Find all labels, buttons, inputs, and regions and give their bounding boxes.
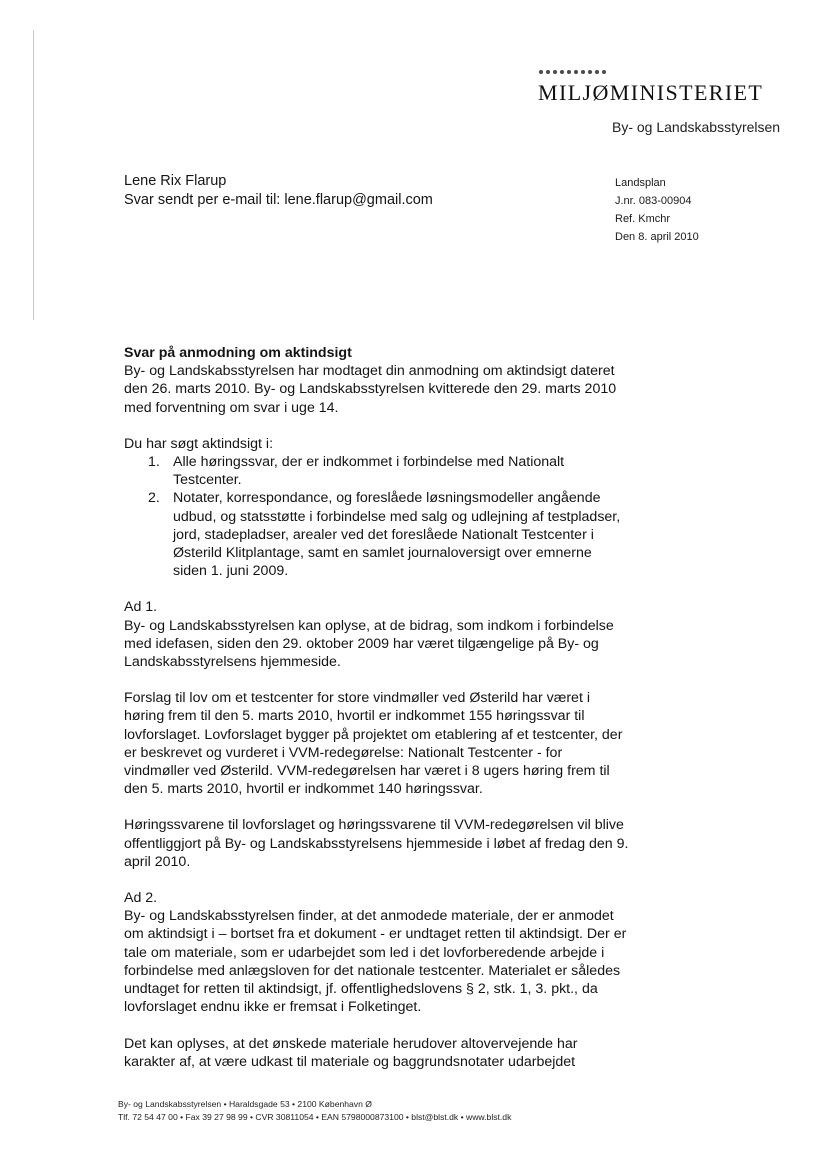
list-item (124, 489, 629, 580)
list-item-text: Notater, korrespondance, og foreslåede løsningsmodeller angående udbud, og statsstøtte i forbindelse med salg og udlejning af testpladser, jord, stadepladser, arealer ved det foreslåede Nationalt Testcenter i Østerild Klitplantage, samt en samlet journaloversigt over emnerne siden 1. juni 2009. (173, 490, 621, 580)
intro-paragraph: By- og Landskabsstyrelsen har modtaget din anmodning om aktindsigt dateret den 26. marts 2010. By- og Landskabsstyrelsen kvitterede den 29. marts 2010 med forventning om svar i uge 14. (124, 363, 617, 416)
list-item (124, 453, 629, 489)
ad1-heading: Ad 1. (124, 599, 158, 616)
recipient-name: Lene Rix Flarup (124, 173, 227, 189)
request-list (124, 453, 629, 580)
footer-address: By- og Landskabsstyrelsen • Haraldsgade 53 • 2100 København Ø (118, 1099, 372, 1109)
letter-body (124, 344, 629, 1071)
ad2-paragraph-2: Det kan oplyses, at det ønskede materiale herudover altovervejende har karakter af, at være udkast til materiale og baggrundsnotater udarbejdet (124, 1035, 578, 1070)
scan-margin-line (33, 30, 34, 320)
reference-unit: Landsplan (615, 177, 666, 189)
ad1-paragraph-2: Forslag til lov om et testcenter for store vindmøller ved Østerild har været i høring frem til den 5. marts 2010, hvortil er indkommet 155 høringssvar til lovforslaget. Lovforslaget bygger på projektet om etablering af et testcenter, der er beskrevet og vurderet i VVM-redegørelse: Nationalt Testcenter - for vindmøller ved Østerild. VVM-redegørelsen har været i 8 ugers høring frem til den 5. marts 2010, hvortil er indkommet 140 høringssvar. (124, 690, 623, 798)
letter-footer (118, 1098, 511, 1124)
list-item-number: 2. (148, 490, 160, 507)
letterhead-dots-ornament (539, 70, 611, 76)
journal-number: J.nr. 083-00904 (615, 195, 692, 207)
letter-date: Den 8. april 2010 (615, 231, 699, 243)
ministry-name: MILJØMINISTERIET (538, 80, 764, 105)
reference-block (615, 174, 699, 246)
letter-subject: Svar på anmodning om aktindsigt (124, 345, 352, 361)
ad1-paragraph-1: By- og Landskabsstyrelsen kan oplyse, at de bidrag, som indkom i forbindelse med idefasen, siden den 29. oktober 2009 har været tilgængelige på By- og Landskabsstyrelsens hjemmeside. (124, 617, 614, 671)
footer-contact: Tlf. 72 54 47 00 • Fax 39 27 98 99 • CVR 30811054 • EAN 5798000873100 • blst@blst.dk • www.blst.dk (118, 1112, 512, 1122)
ad2-heading: Ad 2. (124, 890, 158, 907)
agency-name: By- og Landskabsstyrelsen (612, 119, 781, 135)
reference-initials: Ref. Kmchr (615, 213, 671, 225)
request-lead: Du har søgt aktindsigt i: (124, 435, 274, 452)
list-item-text: Alle høringssvar, der er indkommet i forbindelse med Nationalt Testcenter. (173, 454, 565, 489)
ad1-paragraph-3: Høringssvarene til lovforslaget og høringssvarene til VVM-redegørelsen vil blive offentliggjort på By- og Landskabsstyrelsens hjemmeside i løbet af fredag den 9. april 2010. (124, 817, 629, 870)
recipient-email-line: Svar sendt per e-mail til: lene.flarup@gmail.com (124, 192, 433, 208)
ad2-paragraph-1: By- og Landskabsstyrelsen finder, at det anmodede materiale, der er anmodet om aktindsigt i – bortset fra et dokument - er undtaget retten til aktindsigt. Der er tale om materiale, som er udarbejdet som led i det lovforberedende arbejde i forbindelse med anlægsloven for det nationale testcenter. Materialet er således undtaget for retten til aktindsigt, jf. offentlighedslovens § 2, stk. 1, 3. pkt., da lovforslaget endnu ikke er fremsat i Folketinget. (124, 908, 627, 1016)
recipient-block (124, 172, 433, 210)
list-item-number: 1. (148, 454, 160, 471)
